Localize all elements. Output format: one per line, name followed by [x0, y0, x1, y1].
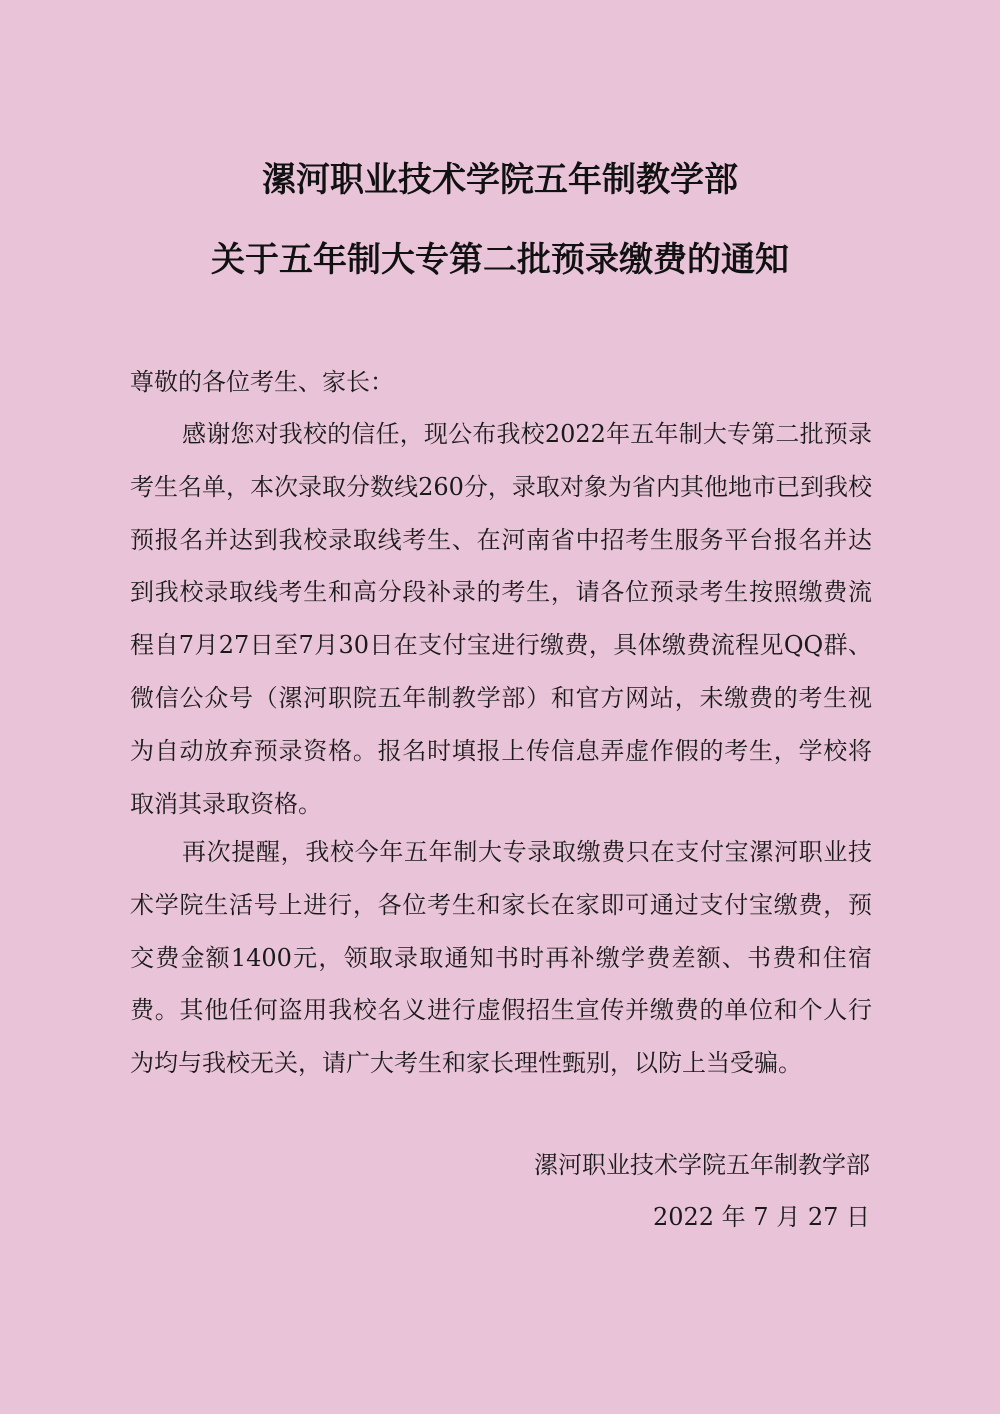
salutation: 尊敬的各位考生、家长： [130, 368, 394, 396]
paragraph-1: 感谢您对我校的信任，现公布我校2022年五年制大专第二批预录考生名单，本次录取分数线260分，录取对象为省内其他地市已到我校预报名并达到我校录取线考生、在河南省中招考生服务平台报名并达到我校录取线考生和高分段补录的考生，请各位预录考生按照缴费流程自7月27日至7月30日在支付宝进行缴费，具体缴费流程见QQ群、微信公众号（漯河职院五年制教学部）和官方网站，未缴费的考生视为自动放弃预录资格。报名时填报上传信息弄虚作假的考生，学校将取消其录取资格。 [130, 420, 872, 818]
paragraph-2: 再次提醒，我校今年五年制大专录取缴费只在支付宝漯河职业技术学院生活号上进行，各位考生和家长在家即可通过支付宝缴费，预交费金额1400元，领取录取通知书时再补缴学费差额、书费和住宿费。其他任何盗用我校名义进行虚假招生宣传并缴费的单位和个人行为均与我校无关，请广大考生和家长理性甄别，以防上当受骗。 [130, 838, 872, 1078]
date: 2022 年 7 月 27 日 [652, 1203, 870, 1231]
title-line-2: 关于五年制大专第二批预录缴费的通知 [211, 240, 789, 280]
title-line-1: 漯河职业技术学院五年制教学部 [262, 160, 738, 200]
signature: 漯河职业技术学院五年制教学部 [534, 1151, 870, 1179]
